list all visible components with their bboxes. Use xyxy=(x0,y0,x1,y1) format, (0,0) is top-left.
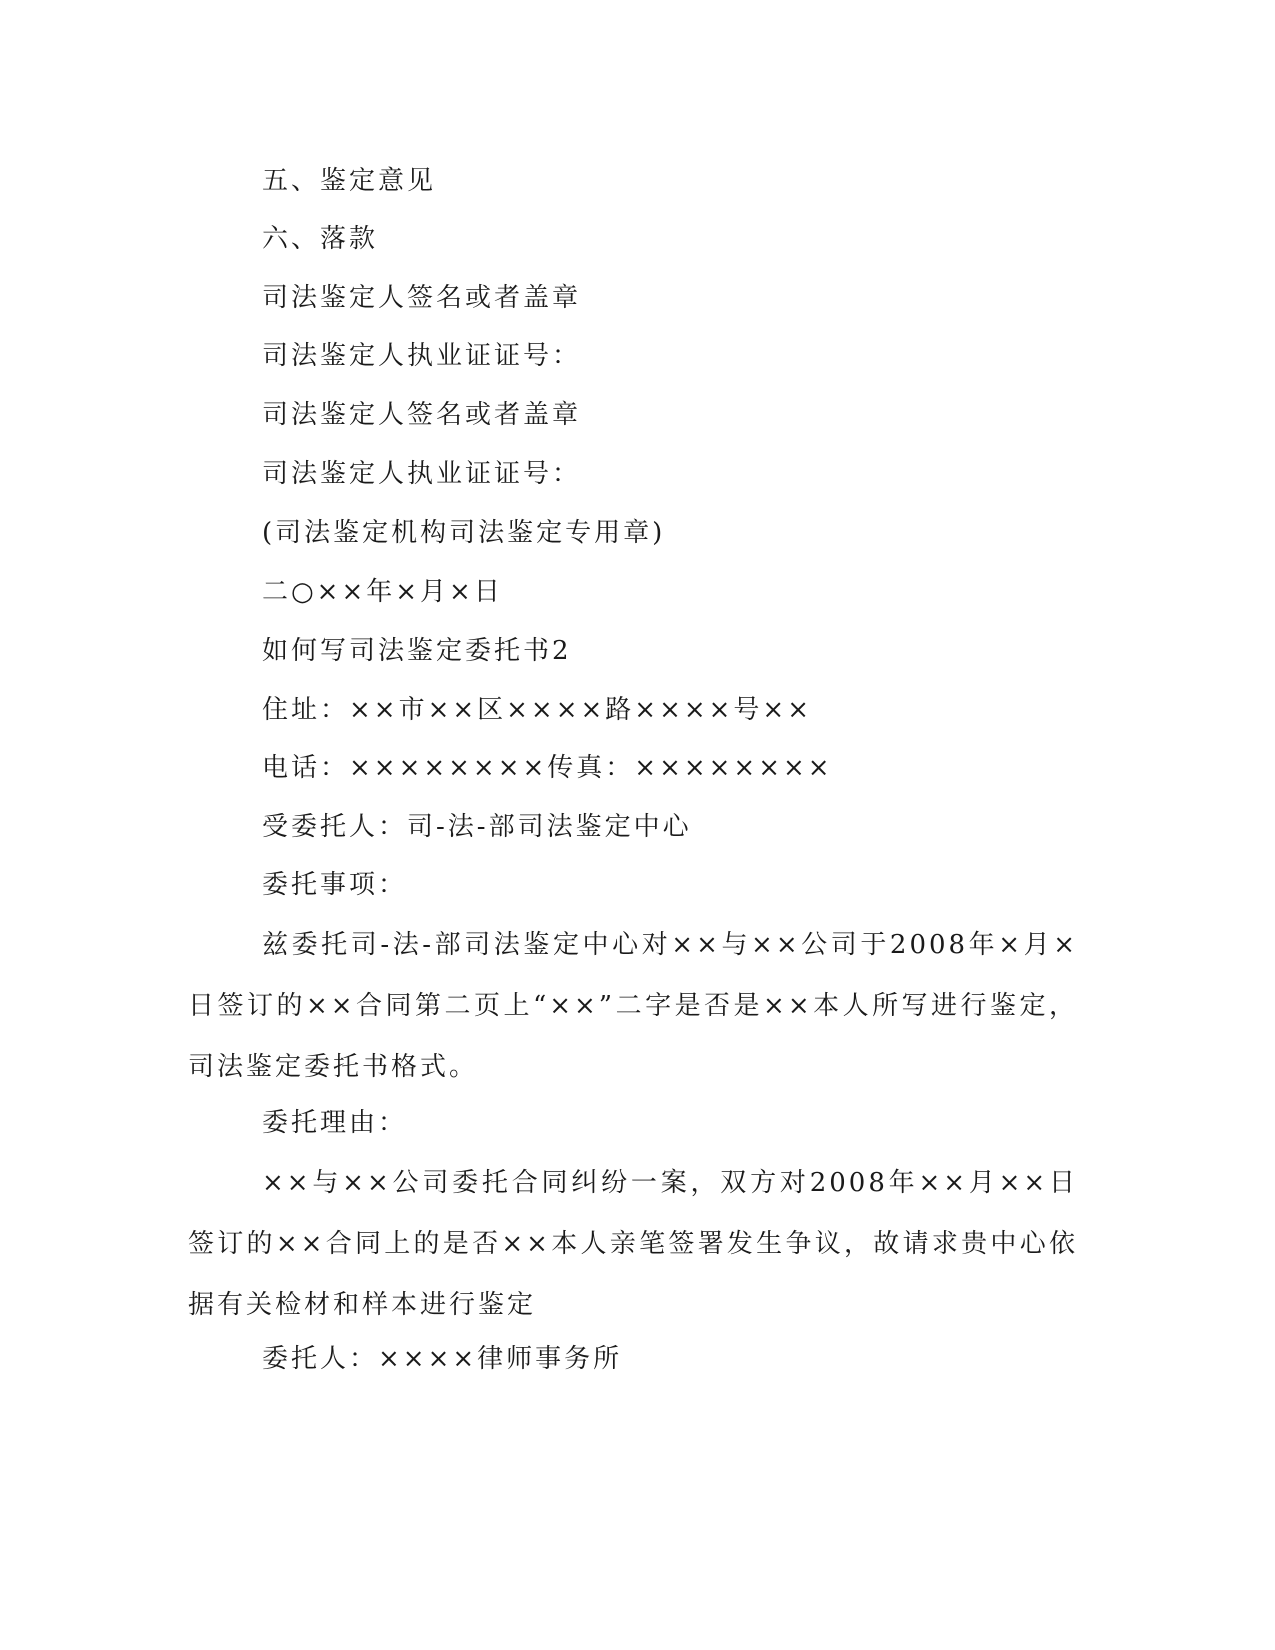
entrusted-reason-paragraph: ××与××公司委托合同纠纷一案，双方对2008年××月××日签订的××合同上的是否××本人亲笔签署发生争议，故请求贵中心依据有关检材和样本进行鉴定 xyxy=(188,1168,1078,1320)
appraiser-license-line-2: 司法鉴定人执业证证号： xyxy=(262,459,582,489)
institution-seal-line: (司法鉴定机构司法鉴定专用章) xyxy=(262,518,666,548)
date-line: 二○××年×月×日 xyxy=(262,577,503,607)
subheading-line: 如何写司法鉴定委托书2 xyxy=(262,636,572,666)
address-line: 住址：××市××区××××路××××号×× xyxy=(262,695,812,725)
principal-line: 委托人：××××律师事务所 xyxy=(262,1344,623,1374)
entrusted-reason-heading: 委托理由： xyxy=(262,1108,408,1138)
appraiser-license-line: 司法鉴定人执业证证号： xyxy=(262,341,582,371)
appraiser-signature-line-2: 司法鉴定人签名或者盖章 xyxy=(262,400,582,430)
section-heading-opinion: 五、鉴定意见 xyxy=(262,166,437,196)
entrusted-party-line: 受委托人：司-法-部司法鉴定中心 xyxy=(262,812,692,842)
appraiser-signature-line: 司法鉴定人签名或者盖章 xyxy=(262,283,582,313)
section-heading-signature: 六、落款 xyxy=(262,224,379,254)
entrusted-matters-paragraph: 兹委托司-法-部司法鉴定中心对××与××公司于2008年×月×日签订的××合同第二页上“××”二字是否是××本人所写进行鉴定，司法鉴定委托书格式。 xyxy=(188,930,1078,1082)
entrusted-matters-heading: 委托事项： xyxy=(262,870,408,900)
phone-fax-line: 电话：××××××××传真：×××××××× xyxy=(262,753,833,783)
